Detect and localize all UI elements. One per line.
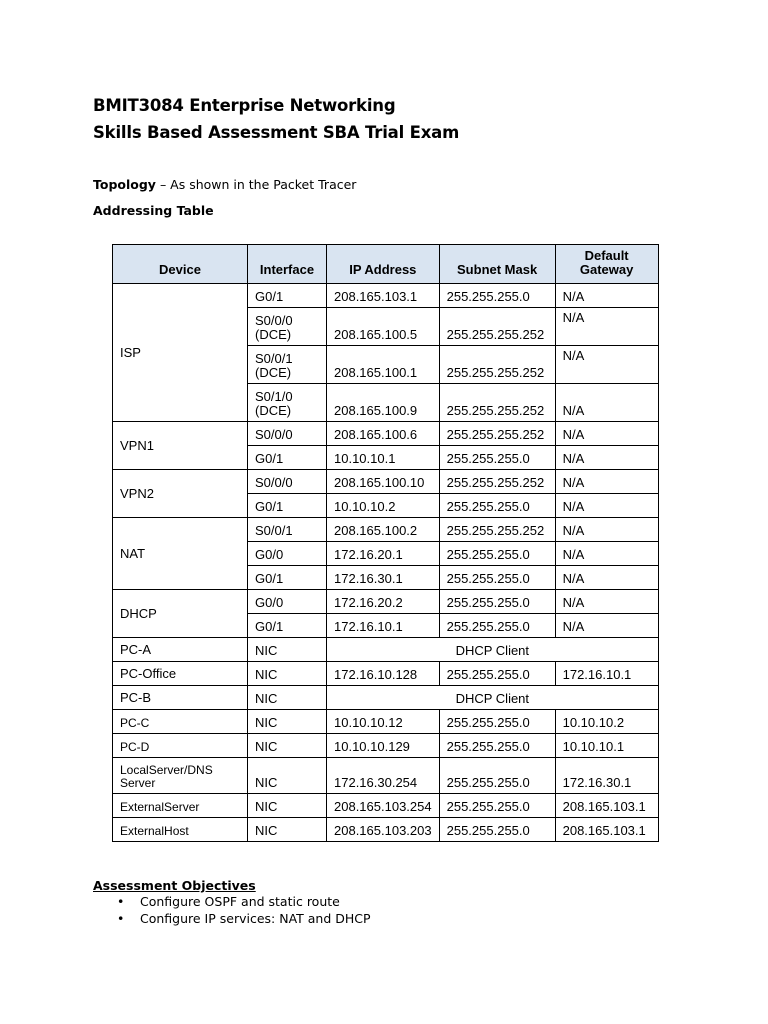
subnet-mask-cell: 255.255.255.0 xyxy=(439,758,555,794)
table-row xyxy=(113,734,659,758)
gateway-cell: N/A xyxy=(555,566,658,590)
ip-address-cell: 172.16.20.2 xyxy=(327,590,440,614)
ip-address-cell: 10.10.10.12 xyxy=(327,710,440,734)
interface-cell: S0/0/0 xyxy=(248,470,327,494)
interface-cell: G0/1 xyxy=(248,284,327,308)
interface-cell: G0/1 xyxy=(248,446,327,470)
ip-address-cell: 208.165.100.9 xyxy=(327,384,440,422)
subnet-mask-cell: 255.255.255.0 xyxy=(439,662,555,686)
ip-address-cell: 208.165.103.203 xyxy=(327,818,440,842)
interface-cell: NIC xyxy=(248,818,327,842)
subnet-mask-cell: 255.255.255.0 xyxy=(439,590,555,614)
interface-cell: NIC xyxy=(248,686,327,710)
gateway-cell: 10.10.10.2 xyxy=(555,710,658,734)
device-cell: VPN2 xyxy=(113,470,248,518)
device-cell: PC-Office xyxy=(113,662,248,686)
table-row xyxy=(113,686,659,710)
addressing-table-body xyxy=(113,284,659,842)
table-row xyxy=(113,710,659,734)
interface-cell: G0/0 xyxy=(248,590,327,614)
table-header-row xyxy=(113,245,659,284)
ip-address-cell: 10.10.10.1 xyxy=(327,446,440,470)
interface-cell: NIC xyxy=(248,734,327,758)
ip-address-cell: 10.10.10.2 xyxy=(327,494,440,518)
dhcp-client-cell: DHCP Client xyxy=(327,686,659,710)
subnet-mask-cell: 255.255.255.252 xyxy=(439,470,555,494)
gateway-cell: N/A xyxy=(555,446,658,470)
document-title xyxy=(93,92,459,146)
ip-address-cell: 172.16.10.128 xyxy=(327,662,440,686)
interface-cell: NIC xyxy=(248,710,327,734)
table-row xyxy=(113,638,659,662)
ip-address-cell: 208.165.100.2 xyxy=(327,518,440,542)
table-row xyxy=(113,422,659,446)
exam-title: Skills Based Assessment SBA Trial Exam xyxy=(93,123,460,142)
header-interface: Interface xyxy=(248,245,327,284)
subnet-mask-cell: 255.255.255.252 xyxy=(439,422,555,446)
table-row xyxy=(113,662,659,686)
table-row xyxy=(113,518,659,542)
dhcp-client-cell: DHCP Client xyxy=(327,638,659,662)
ip-address-cell: 172.16.30.1 xyxy=(327,566,440,590)
ip-address-cell: 208.165.100.5 xyxy=(327,308,440,346)
gateway-cell: 10.10.10.1 xyxy=(555,734,658,758)
gateway-cell: N/A xyxy=(555,346,658,384)
table-row xyxy=(113,470,659,494)
table-row xyxy=(113,758,659,794)
interface-cell: S0/0/1 (DCE) xyxy=(248,346,327,384)
interface-cell: G0/1 xyxy=(248,494,327,518)
assessment-objectives xyxy=(93,878,371,927)
interface-cell: S0/1/0 (DCE) xyxy=(248,384,327,422)
gateway-cell: N/A xyxy=(555,542,658,566)
interface-cell: NIC xyxy=(248,638,327,662)
gateway-cell: 208.165.103.1 xyxy=(555,794,658,818)
addressing-table xyxy=(112,244,659,842)
interface-cell: S0/0/0 xyxy=(248,422,327,446)
device-cell: PC-A xyxy=(113,638,248,662)
table-row xyxy=(113,590,659,614)
table-row xyxy=(113,818,659,842)
gateway-cell: N/A xyxy=(555,470,658,494)
ip-address-cell: 208.165.103.254 xyxy=(327,794,440,818)
gateway-cell: N/A xyxy=(555,494,658,518)
list-item xyxy=(93,910,371,927)
subnet-mask-cell: 255.255.255.0 xyxy=(439,284,555,308)
gateway-cell: N/A xyxy=(555,590,658,614)
header-subnet-mask: Subnet Mask xyxy=(439,245,555,284)
objective-text: Configure IP services: NAT and DHCP xyxy=(140,911,371,926)
subnet-mask-cell: 255.255.255.0 xyxy=(439,446,555,470)
ip-address-cell: 208.165.100.6 xyxy=(327,422,440,446)
subnet-mask-cell: 255.255.255.0 xyxy=(439,734,555,758)
table-row xyxy=(113,794,659,818)
interface-cell: NIC xyxy=(248,758,327,794)
subnet-mask-cell: 255.255.255.0 xyxy=(439,614,555,638)
interface-cell: NIC xyxy=(248,662,327,686)
subnet-mask-cell: 255.255.255.0 xyxy=(439,794,555,818)
ip-address-cell: 10.10.10.129 xyxy=(327,734,440,758)
subnet-mask-cell: 255.255.255.0 xyxy=(439,566,555,590)
ip-address-cell: 208.165.100.1 xyxy=(327,346,440,384)
gateway-cell: N/A xyxy=(555,308,658,346)
interface-cell: G0/1 xyxy=(248,614,327,638)
interface-cell: S0/0/1 xyxy=(248,518,327,542)
subnet-mask-cell: 255.255.255.252 xyxy=(439,308,555,346)
ip-address-cell: 208.165.100.10 xyxy=(327,470,440,494)
gateway-cell: 208.165.103.1 xyxy=(555,818,658,842)
gateway-cell: 172.16.10.1 xyxy=(555,662,658,686)
bullet-icon: • xyxy=(117,894,125,909)
device-cell: VPN1 xyxy=(113,422,248,470)
gateway-cell: N/A xyxy=(555,422,658,446)
header-device: Device xyxy=(113,245,248,284)
subnet-mask-cell: 255.255.255.0 xyxy=(439,494,555,518)
ip-address-cell: 172.16.20.1 xyxy=(327,542,440,566)
list-item xyxy=(93,893,371,910)
ip-address-cell: 172.16.10.1 xyxy=(327,614,440,638)
addressing-table-heading xyxy=(93,203,214,218)
course-title: BMIT3084 Enterprise Networking xyxy=(93,96,396,115)
device-cell: PC-D xyxy=(113,734,248,758)
objective-text: Configure OSPF and static route xyxy=(140,894,340,909)
device-cell: PC-B xyxy=(113,686,248,710)
device-cell: ExternalHost xyxy=(113,818,248,842)
ip-address-cell: 208.165.103.1 xyxy=(327,284,440,308)
table-row xyxy=(113,284,659,308)
gateway-cell: N/A xyxy=(555,518,658,542)
device-cell: PC-C xyxy=(113,710,248,734)
gateway-cell: N/A xyxy=(555,384,658,422)
subnet-mask-cell: 255.255.255.0 xyxy=(439,818,555,842)
device-cell: DHCP xyxy=(113,590,248,638)
device-cell: ExternalServer xyxy=(113,794,248,818)
subnet-mask-cell: 255.255.255.0 xyxy=(439,542,555,566)
interface-cell: S0/0/0 (DCE) xyxy=(248,308,327,346)
gateway-cell: N/A xyxy=(555,614,658,638)
device-cell: ISP xyxy=(113,284,248,422)
header-default-gateway: Default Gateway xyxy=(555,245,658,284)
topology-label: Topology xyxy=(93,177,156,192)
gateway-cell: 172.16.30.1 xyxy=(555,758,658,794)
bullet-icon: • xyxy=(117,911,125,926)
gateway-cell: N/A xyxy=(555,284,658,308)
subnet-mask-cell: 255.255.255.0 xyxy=(439,710,555,734)
ip-address-cell: 172.16.30.254 xyxy=(327,758,440,794)
addressing-table-heading-text: Addressing Table xyxy=(93,203,214,218)
header-ip-address: IP Address xyxy=(327,245,440,284)
topology-line xyxy=(93,177,356,192)
subnet-mask-cell: 255.255.255.252 xyxy=(439,384,555,422)
subnet-mask-cell: 255.255.255.252 xyxy=(439,518,555,542)
interface-cell: G0/1 xyxy=(248,566,327,590)
objectives-heading: Assessment Objectives xyxy=(93,878,256,893)
device-cell: NAT xyxy=(113,518,248,590)
device-cell: LocalServer/DNS Server xyxy=(113,758,248,794)
subnet-mask-cell: 255.255.255.252 xyxy=(439,346,555,384)
interface-cell: NIC xyxy=(248,794,327,818)
objectives-list xyxy=(93,893,371,927)
interface-cell: G0/0 xyxy=(248,542,327,566)
topology-text: – As shown in the Packet Tracer xyxy=(155,177,357,192)
